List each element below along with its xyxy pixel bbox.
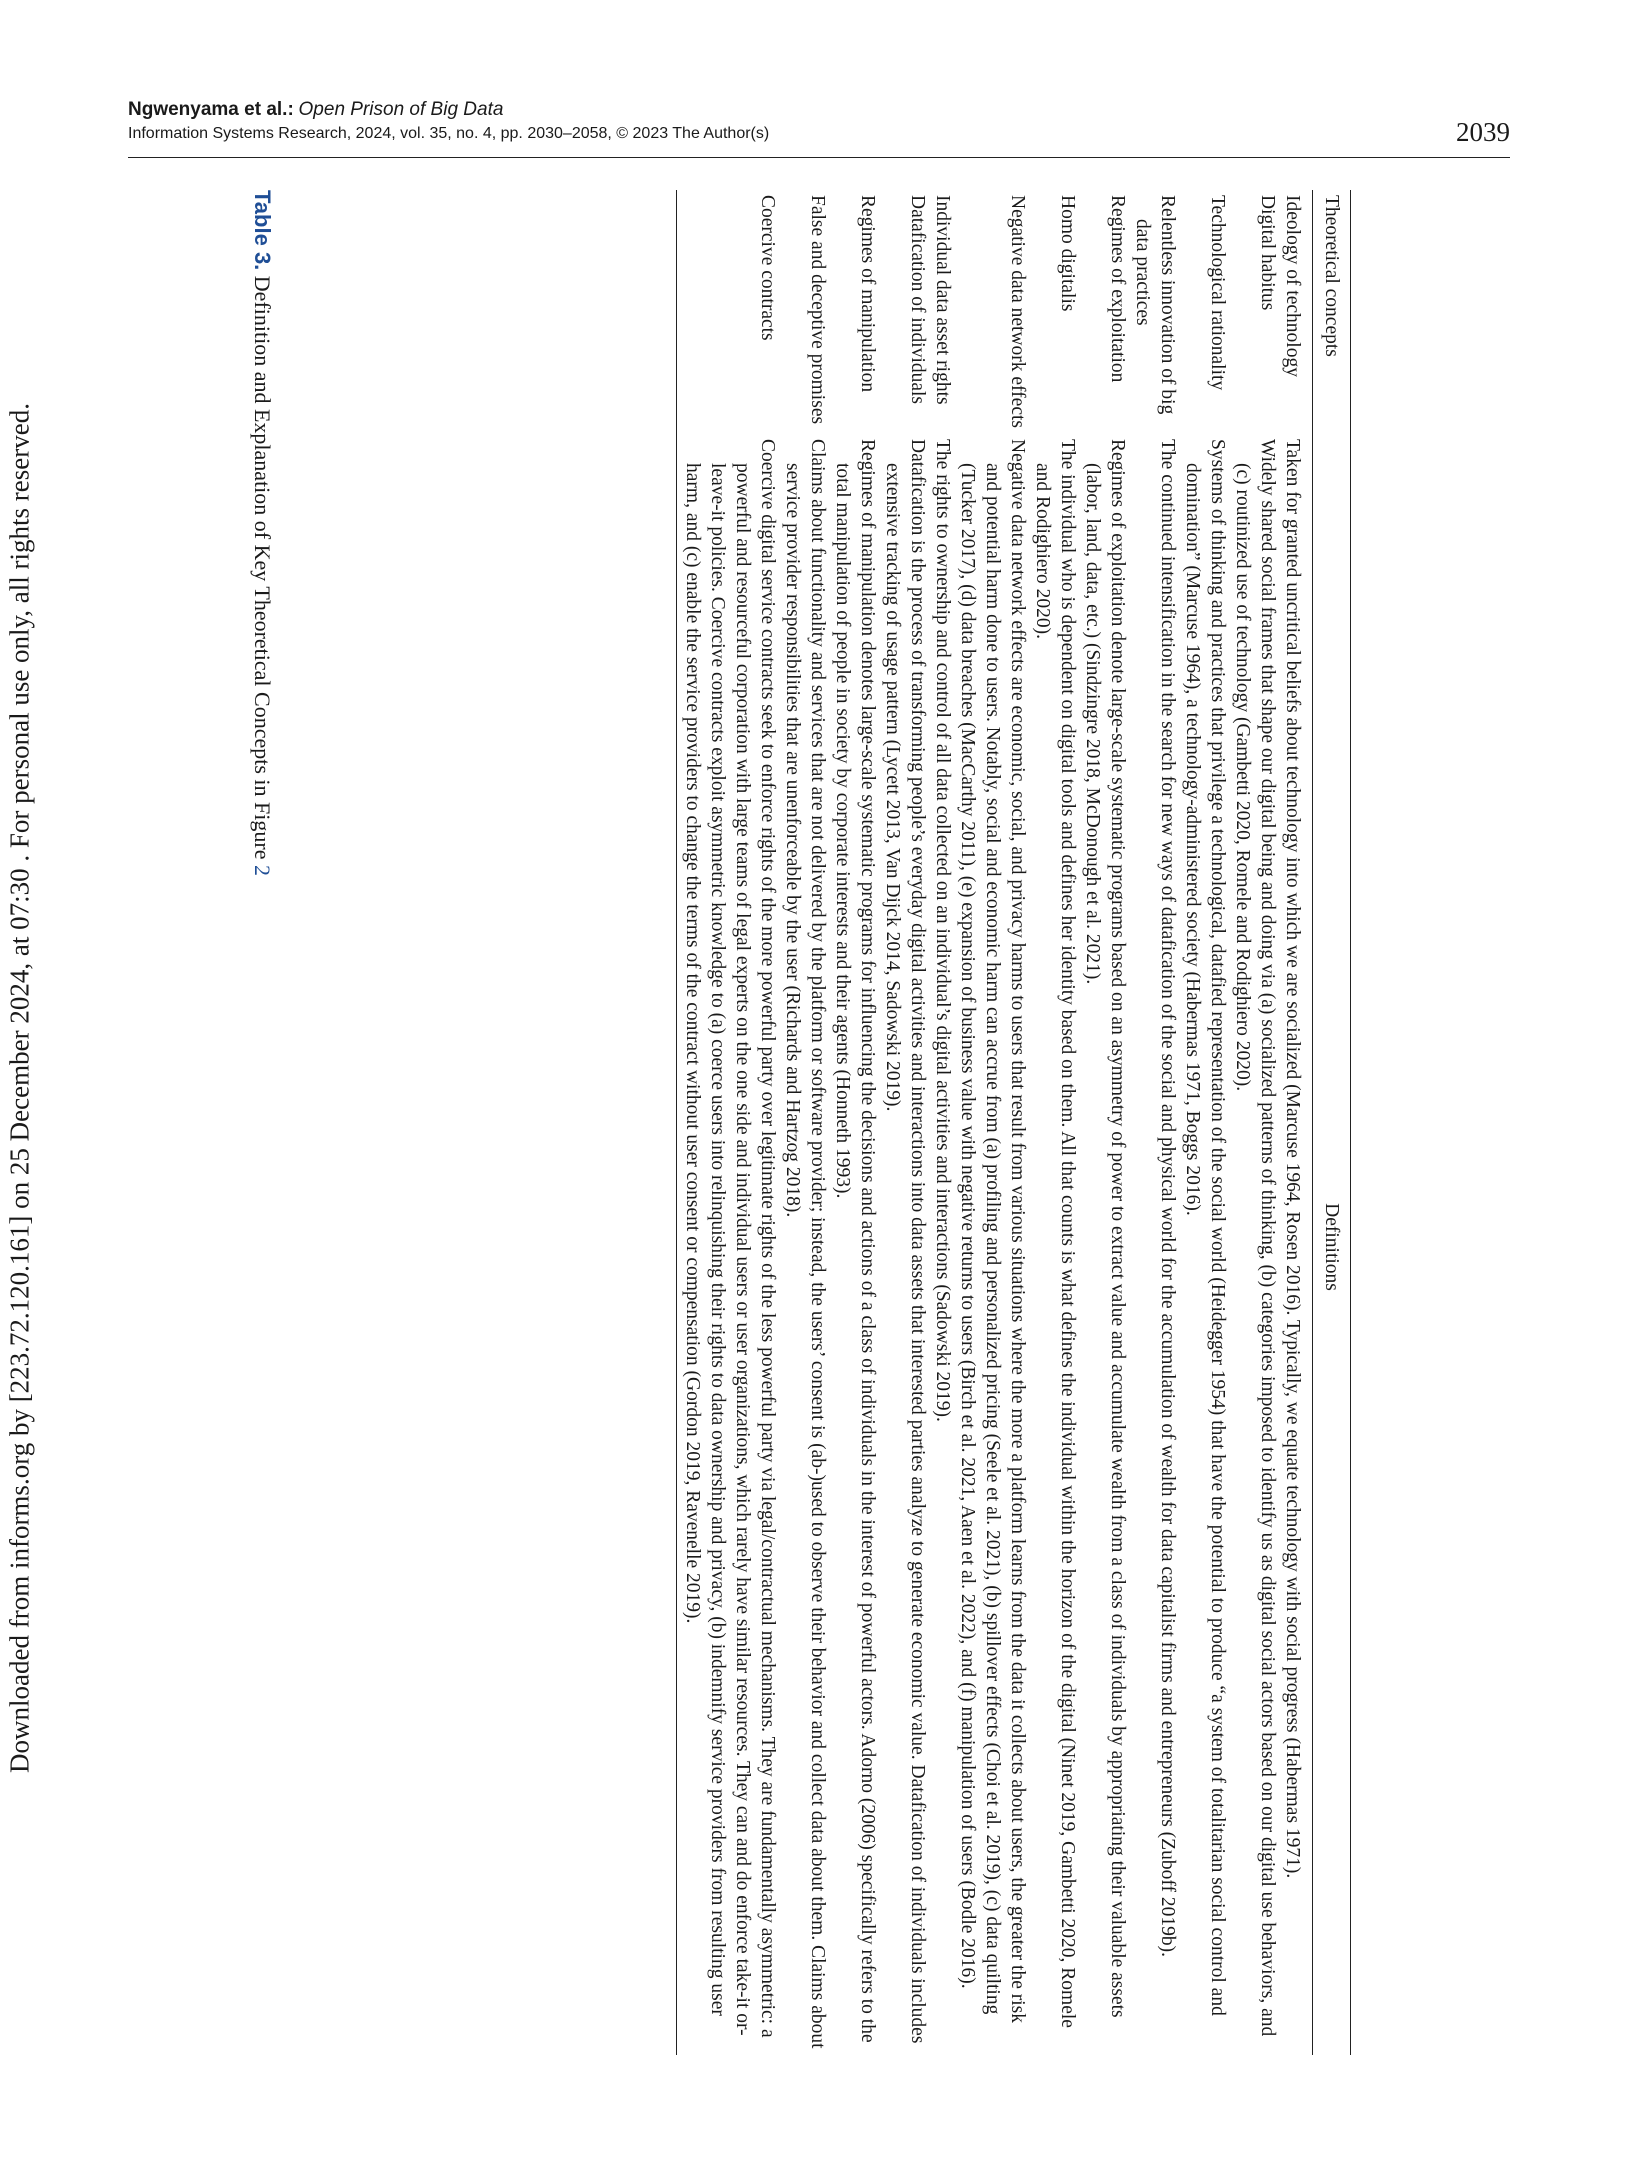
concept-cell xyxy=(1130,190,1180,439)
col-header-definitions: Definitions xyxy=(1313,439,1351,2055)
table-row xyxy=(930,190,955,2055)
table-row xyxy=(830,190,880,2055)
definition-text: Widely shared social frames that shape our digital being and doing via (a) socialized patterns of thinking, (b) categories imposed to identify us as digital social actors based on our digital use behaviors, and (c) routinized use of technology (Gambetti 2020, Romele and Rodighiero 2020). xyxy=(1232,439,1278,2037)
rotated-table-container xyxy=(215,190,1375,2055)
concept-cell xyxy=(930,190,955,439)
definition-cell xyxy=(1230,439,1280,2055)
concept-cell xyxy=(955,190,1030,439)
definition-text: Taken for granted uncritical beliefs about technology into which we are socialized (Marcuse 1964, Rosen 2016). Typically, we equate technology with social progress (Habermas 1971). xyxy=(1282,439,1303,1879)
definition-cell xyxy=(1080,439,1130,2055)
table-row xyxy=(780,190,830,2055)
header-journal: Information Systems Research, 2024, vol. 35, no. 4, pp. 2030–2058, © 2023 The Author(s) xyxy=(128,125,770,142)
definition-cell xyxy=(1280,439,1313,2055)
definition-cell xyxy=(880,439,930,2055)
definition-cell xyxy=(780,439,830,2055)
concept-cell xyxy=(830,190,880,439)
table-row xyxy=(1130,190,1180,2055)
concept-cell xyxy=(1230,190,1280,439)
concept-text: False and deceptive promises xyxy=(807,195,828,425)
definition-cell xyxy=(830,439,880,2055)
concept-text: Digital habitus xyxy=(1257,195,1278,311)
col-header-concepts: Theoretical concepts xyxy=(1313,190,1351,439)
running-head xyxy=(128,99,503,121)
definition-cell xyxy=(677,439,781,2055)
concept-cell xyxy=(1030,190,1080,439)
table-row xyxy=(1030,190,1080,2055)
definition-text: Regimes of exploitation denote large-scale systematic programs based on an asymmetry of power to extract value and accumulate wealth from a class of individuals by appropriating their valuable assets (labor, land, data, etc.) (Sindzingre 2018, McDonough et al. 2021). xyxy=(1082,439,1128,2018)
concept-text: Datafication of individuals xyxy=(907,195,928,405)
table-row xyxy=(1080,190,1130,2055)
concept-cell xyxy=(677,190,781,439)
definition-text: The individual who is dependent on digital tools and defines her identity based on them. All that counts is what defines the individual within the horizon of the digital (Ninet 2019, Gambetti 2020, Romele and Rodighiero 2020). xyxy=(1032,439,1078,2028)
table-caption-text: Definition and Explanation of Key Theoretical Concepts in Figure xyxy=(250,275,275,860)
definition-text: Datafication is the process of transforming people’s everyday digital activities and interactions into data assets that interested parties analyze to generate economic value. Datafication of individuals includes extensive tracking of usage pattern (Lycett 2013, Van Dijck 2014, Sadowski 2019). xyxy=(882,439,928,2044)
definition-text: The rights to ownership and control of all data collected on an individual’s digital activities and interactions (Sadowski 2019). xyxy=(932,439,953,1422)
concept-text: Individual data asset rights xyxy=(932,195,953,405)
concept-text: Homo digitalis xyxy=(1057,195,1078,312)
definition-text: The continued intensification in the search for new ways of datafication of the social and physical world for the accumulation of wealth for data capitalist firms and entrepreneurs (Zuboff 2019b). xyxy=(1157,439,1178,1957)
concept-text: Regimes of manipulation xyxy=(857,195,878,393)
header-title: Open Prison of Big Data xyxy=(298,99,504,120)
concept-cell xyxy=(880,190,930,439)
definition-text: Regimes of manipulation denotes large-scale systematic programs for influencing the decisions and actions of a class of individuals in the interest of powerful actors. Adorno (2006) specifically refers to the total manipulation of people in society by corporate interests and their agents (Honneth 1993). xyxy=(832,439,878,2043)
watermark-text: Downloaded from informs.org by [223.72.120.161] on 25 December 2024, at 07:30 . For personal use only, all rights reserved. xyxy=(4,403,35,1773)
caption-figure-link[interactable]: 2 xyxy=(250,864,275,876)
concept-cell xyxy=(1280,190,1313,439)
table-row xyxy=(1280,190,1313,2055)
definition-text: Claims about functionality and services that are not delivered by the platform or software provider; instead, the users’ consent is (ab-)used to observe their behavior and collect data about them. Claims about service provider responsibilities that are unenforceable by the user (Richards and Hartzog 2018). xyxy=(782,439,828,2049)
concept-text: Regimes of exploitation xyxy=(1107,195,1128,383)
definition-cell xyxy=(1130,439,1180,2055)
table-row xyxy=(677,190,781,2055)
table-row xyxy=(880,190,930,2055)
page-number: 2039 xyxy=(1456,117,1510,147)
concept-cell xyxy=(1080,190,1130,439)
definition-cell xyxy=(1030,439,1080,2055)
concept-text: Negative data network effects xyxy=(1007,195,1028,428)
definition-text: Systems of thinking and practices that privilege a technological, datafied representation of the social world (Heidegger 1954) that have the potential to produce “a system of totalitarian social control and domination” (Marcuse 1964), a technology-administered society (Habermas 1971, Boggs 2016). xyxy=(1182,439,1228,2016)
header-authors: Ngwenyama et al.: xyxy=(128,99,294,120)
definition-cell xyxy=(955,439,1030,2055)
concept-text: Ideology of technology xyxy=(1282,195,1303,377)
table-row xyxy=(955,190,1030,2055)
definition-text: Coercive digital service contracts seek to enforce rights of the more powerful party over legitimate rights of the less powerful party via legal/contractual mechanisms. They are fundamentally asymmetric: a powerful and resourceful corporation with large teams of legal experts on the one side and individual users or user organizations, which rarely have similar resources. They can and do enforce take-it or-leave-it policies. Coercive contracts exploit asymmetric knowledge to (a) coerce users into relinquishing their rights to data ownership and privacy, (b) indemnify service providers from resulting user harm, and (c) enable the service providers to change the terms of the contract without user consent or compensation (Gordon 2019, Ravenelle 2019). xyxy=(682,439,778,2038)
definition-cell xyxy=(930,439,955,2055)
table-header-row xyxy=(1313,190,1351,2055)
table-label: Table 3. xyxy=(250,190,275,271)
concepts-table xyxy=(676,190,1351,2055)
definition-text: Negative data network effects are economic, social, and privacy harms to users that result from various situations where the more a platform learns from the data it collects about users, the greater the risk and potential harm done to users. Notably, social and economic harm can accrue from (a) profiling and personalized pricing (Seele et al. 2021), (b) spillover effects (Choi et al. 2019), (c) data quilting (Tucker 2017), (d) data breaches (MacCarthy 2011), (e) expansion of business value with negative returns to users (Birch et al. 2021, Aaen et al. 2022), and (f) manipulation of users (Bodle 2016). xyxy=(957,439,1028,2024)
concept-text: Coercive contracts xyxy=(757,195,778,341)
concept-text: Relentless innovation of big data practices xyxy=(1132,195,1178,415)
concept-text: Technological rationality xyxy=(1207,195,1228,391)
table-caption xyxy=(249,190,275,2055)
page-header xyxy=(128,97,1510,158)
table-body xyxy=(677,190,1313,2055)
definition-cell xyxy=(1180,439,1230,2055)
table-row xyxy=(1230,190,1280,2055)
table-row xyxy=(1180,190,1230,2055)
concept-cell xyxy=(1180,190,1230,439)
concept-cell xyxy=(780,190,830,439)
